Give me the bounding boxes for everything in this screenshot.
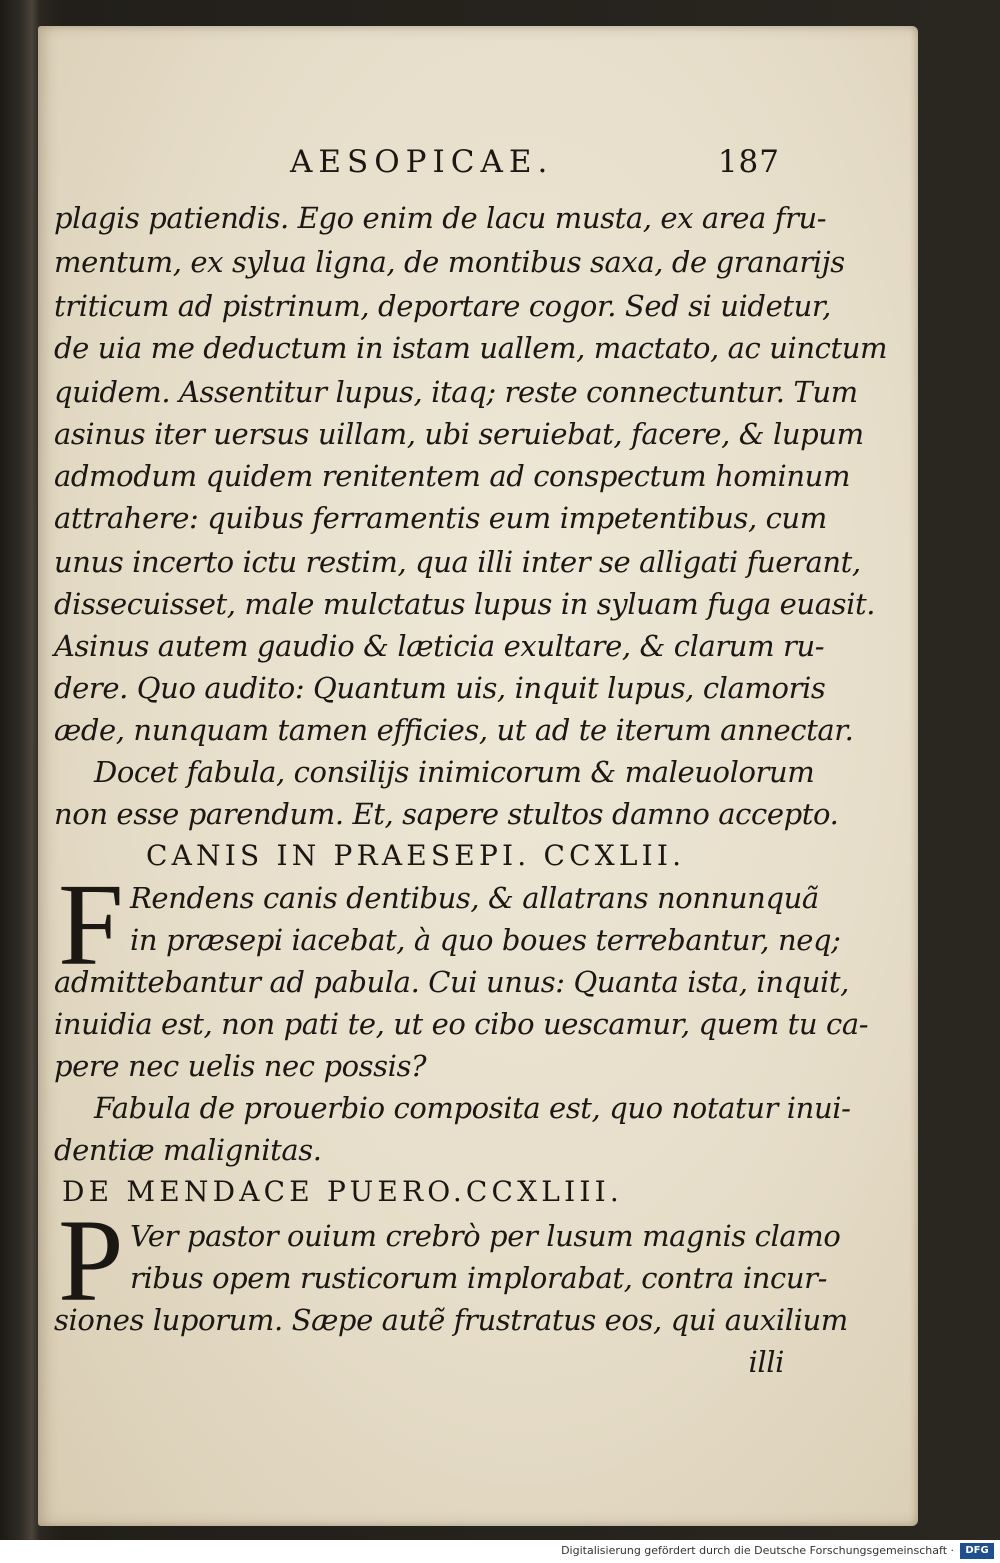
- book-page: [38, 26, 918, 1526]
- text-line: attrahere: quibus ferramentis eum impetentibus, cum: [54, 501, 827, 535]
- text-line: æde, nunquam tamen efficies, ut ad te iterum annectar.: [54, 713, 854, 747]
- text-line: inuidia est, non pati te, ut eo cibo uescamur, quem tu ca-: [54, 1007, 869, 1041]
- text-line: triticum ad pistrinum, deportare cogor. Sed si uidetur,: [54, 289, 831, 323]
- text-line: asinus iter uersus uillam, ubi seruiebat, facere, & lupum: [54, 417, 864, 451]
- page-number: 187: [717, 144, 780, 180]
- text-line: admodum quidem renitentem ad conspectum hominum: [54, 459, 851, 493]
- fable-heading: CANIS IN PRAESEPI. CCXLII.: [146, 839, 686, 872]
- text-line: quidem. Assentitur lupus, itaq; reste connectuntur. Tum: [54, 375, 858, 409]
- text-line: de uia me deductum in istam uallem, mactato, ac uinctum: [54, 331, 888, 365]
- drop-cap: P: [58, 1195, 124, 1326]
- moral-line: non esse parendum. Et, sapere stultos damno accepto.: [54, 797, 839, 831]
- moral-line: Docet fabula, consilijs inimicorum & maleuolorum: [94, 755, 815, 789]
- drop-cap: F: [58, 859, 124, 990]
- text-line: dissecuisset, male mulctatus lupus in syluam fuga euasit.: [54, 587, 876, 621]
- catchword: illi: [748, 1345, 784, 1379]
- text-line: in præsepi iacebat, à quo boues terrebantur, neq;: [130, 923, 841, 957]
- text-line: Ver pastor ouium crebrò per lusum magnis clamo: [130, 1219, 841, 1253]
- text-line: dere. Quo audito: Quantum uis, inquit lupus, clamoris: [54, 671, 826, 705]
- text-line: ribus opem rusticorum implorabat, contra incur-: [130, 1261, 827, 1295]
- moral-line: Fabula de prouerbio composita est, quo notatur inui-: [94, 1091, 851, 1125]
- text-line: admittebantur ad pabula. Cui unus: Quanta ista, inquit,: [54, 965, 849, 999]
- footer-bar: [0, 1540, 1000, 1563]
- running-title: AESOPICAE.: [290, 144, 554, 180]
- text-line: Rendens canis dentibus, & allatrans nonnunquã: [130, 881, 819, 915]
- dfg-logo[interactable]: DFG: [960, 1543, 994, 1559]
- text-line: Asinus autem gaudio & læticia exultare, & clarum ru-: [54, 629, 825, 663]
- running-head: [290, 144, 780, 184]
- text-line: plagis patiendis. Ego enim de lacu musta, ex area fru-: [54, 201, 827, 235]
- fable-heading: DE MENDACE PUERO.CCXLIII.: [62, 1175, 623, 1208]
- moral-line: dentiæ malignitas.: [54, 1133, 322, 1167]
- text-line: unus incerto ictu restim, qua illi inter se alligati fuerant,: [54, 545, 861, 579]
- footer-credit: Digitalisierung gefördert durch die Deutsche Forschungsgemeinschaft ·: [561, 1544, 954, 1557]
- text-line: pere nec uelis nec possis?: [54, 1049, 427, 1083]
- text-line: siones luporum. Sæpe autẽ frustratus eos, qui auxilium: [54, 1303, 848, 1337]
- text-line: mentum, ex sylua ligna, de montibus saxa, de granarijs: [54, 245, 845, 279]
